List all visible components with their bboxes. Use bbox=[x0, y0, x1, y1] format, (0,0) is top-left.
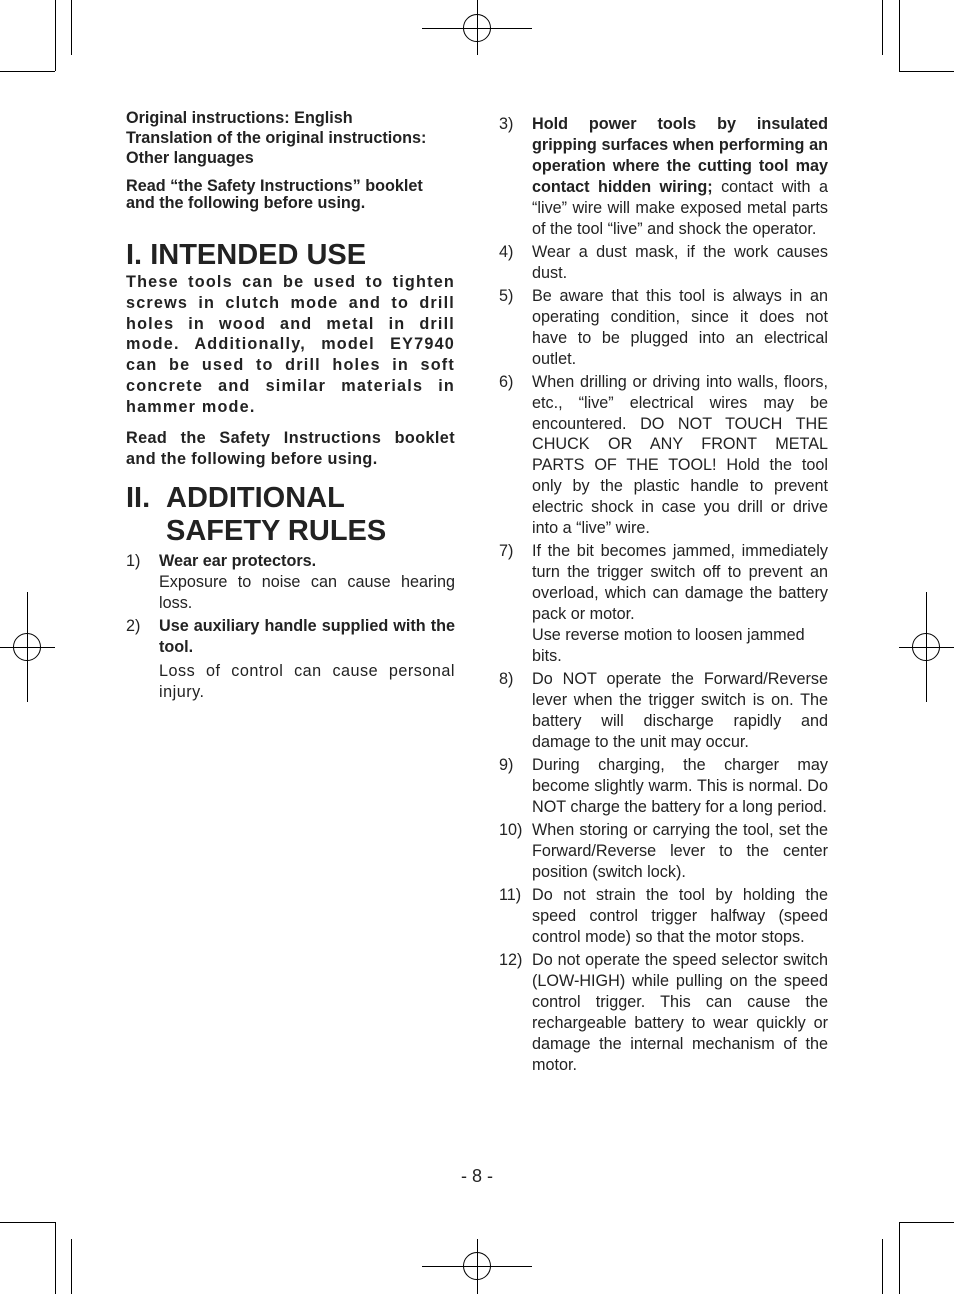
list-item bbox=[499, 372, 828, 539]
item-text: Loss of control can cause personal injury. bbox=[159, 661, 455, 701]
section-title: INTENDED USE bbox=[150, 238, 367, 271]
item-text: When storing or carrying the tool, set the Forward/Reverse lever to the center position (switch lock). bbox=[532, 820, 828, 881]
item-text: Do not strain the tool by holding the speed control trigger halfway (speed control mode) so that the motor stops. bbox=[532, 886, 828, 946]
intended-use-body: These tools can be used to tighten screws in clutch mode and to drill holes in wood and metal in drill mode. Additionally, model EY7940 can be used to drill holes in soft concrete and similar materials in hammer mode. bbox=[126, 272, 455, 416]
item-number: 9) bbox=[499, 755, 514, 774]
item-number: 6) bbox=[499, 372, 514, 391]
read-safety-booklet-note: Read the Safety Instructions booklet and the following before using. bbox=[126, 429, 455, 469]
item-number: 10) bbox=[499, 820, 523, 839]
list-item bbox=[499, 541, 828, 666]
item-number: 4) bbox=[499, 242, 514, 261]
section-title-line2: SAFETY RULES bbox=[166, 515, 387, 548]
list-item bbox=[126, 551, 455, 614]
section-heading-additional-safety-rules bbox=[126, 482, 455, 548]
list-item bbox=[499, 114, 828, 239]
list-item bbox=[499, 669, 828, 753]
left-column bbox=[126, 108, 455, 705]
item-number: 8) bbox=[499, 670, 514, 689]
item-bold-text: Use auxiliary handle supplied with the tool. bbox=[159, 617, 455, 656]
item-number: 2) bbox=[126, 617, 141, 636]
right-column bbox=[499, 114, 828, 1078]
item-text: During charging, the charger may become slightly warm. This is normal. Do NOT charge the battery for a long period. bbox=[532, 755, 828, 816]
item-text: When drilling or driving into walls, floors, etc., “live” electrical wires may be encountered. DO NOT TOUCH THE CHUCK OR ANY FRONT METAL PARTS OF THE TOOL! Hold the tool only by the plastic handle to prevent electric shock in case you drill or drive into a “live” wire. bbox=[532, 372, 828, 538]
translation-note: Translation of the original instructions: bbox=[126, 128, 427, 147]
item-bold-text: Hold power tools by insulated gripping surfaces when performing an operation where the cutting tool may contact hidden wiring; bbox=[532, 115, 828, 196]
list-item bbox=[499, 242, 828, 284]
list-item bbox=[499, 286, 828, 370]
item-text-extra: Use reverse motion to loosen jammed bits. bbox=[532, 625, 805, 665]
section-number: II. bbox=[126, 482, 151, 515]
page-number: - 8 - bbox=[460, 1166, 493, 1186]
item-text: If the bit becomes jammed, immediately turn the trigger switch off to prevent an overload, which can damage the battery pack or motor. bbox=[532, 542, 828, 624]
item-number: 7) bbox=[499, 542, 514, 561]
item-text: Exposure to noise can cause hearing loss. bbox=[159, 573, 455, 613]
item-number: 5) bbox=[499, 286, 514, 305]
item-number: 1) bbox=[126, 552, 141, 571]
item-text: Do not operate the speed selector switch (LOW-HIGH) while pulling on the speed control trigger. This can cause the rechargeable battery to wear quickly or damage the internal mechanism of the motor. bbox=[532, 951, 828, 1074]
list-item bbox=[499, 820, 828, 883]
item-bold-text: Wear ear protectors. bbox=[159, 552, 317, 571]
translation-note-languages: Other languages bbox=[126, 148, 254, 167]
item-number: 12) bbox=[499, 951, 523, 970]
list-item bbox=[126, 616, 455, 703]
item-number: 3) bbox=[499, 115, 514, 133]
list-item bbox=[499, 755, 828, 818]
original-language-note: Original instructions: English bbox=[126, 109, 353, 127]
list-item bbox=[499, 885, 828, 948]
item-text: Be aware that this tool is always in an operating condition, since it does not have to be plugged into an electrical outlet. bbox=[532, 286, 828, 368]
section-title-line1: ADDITIONAL bbox=[166, 482, 345, 515]
item-text: contact with a “live” wire will make exposed metal parts of the tool “live” and shock the operator. bbox=[532, 177, 828, 238]
section-number: I. bbox=[126, 238, 143, 271]
read-booklet-note: Read “the Safety Instructions” booklet and the following before using. bbox=[126, 176, 423, 213]
item-text: Wear a dust mask, if the work causes dust. bbox=[532, 242, 828, 282]
item-number: 11) bbox=[499, 886, 522, 904]
section-heading-intended-use bbox=[126, 239, 455, 272]
item-text: Do NOT operate the Forward/Reverse lever when the trigger switch is on. The battery will discharge rapidly and damage to the unit may occur. bbox=[532, 670, 828, 751]
list-item bbox=[499, 950, 828, 1075]
